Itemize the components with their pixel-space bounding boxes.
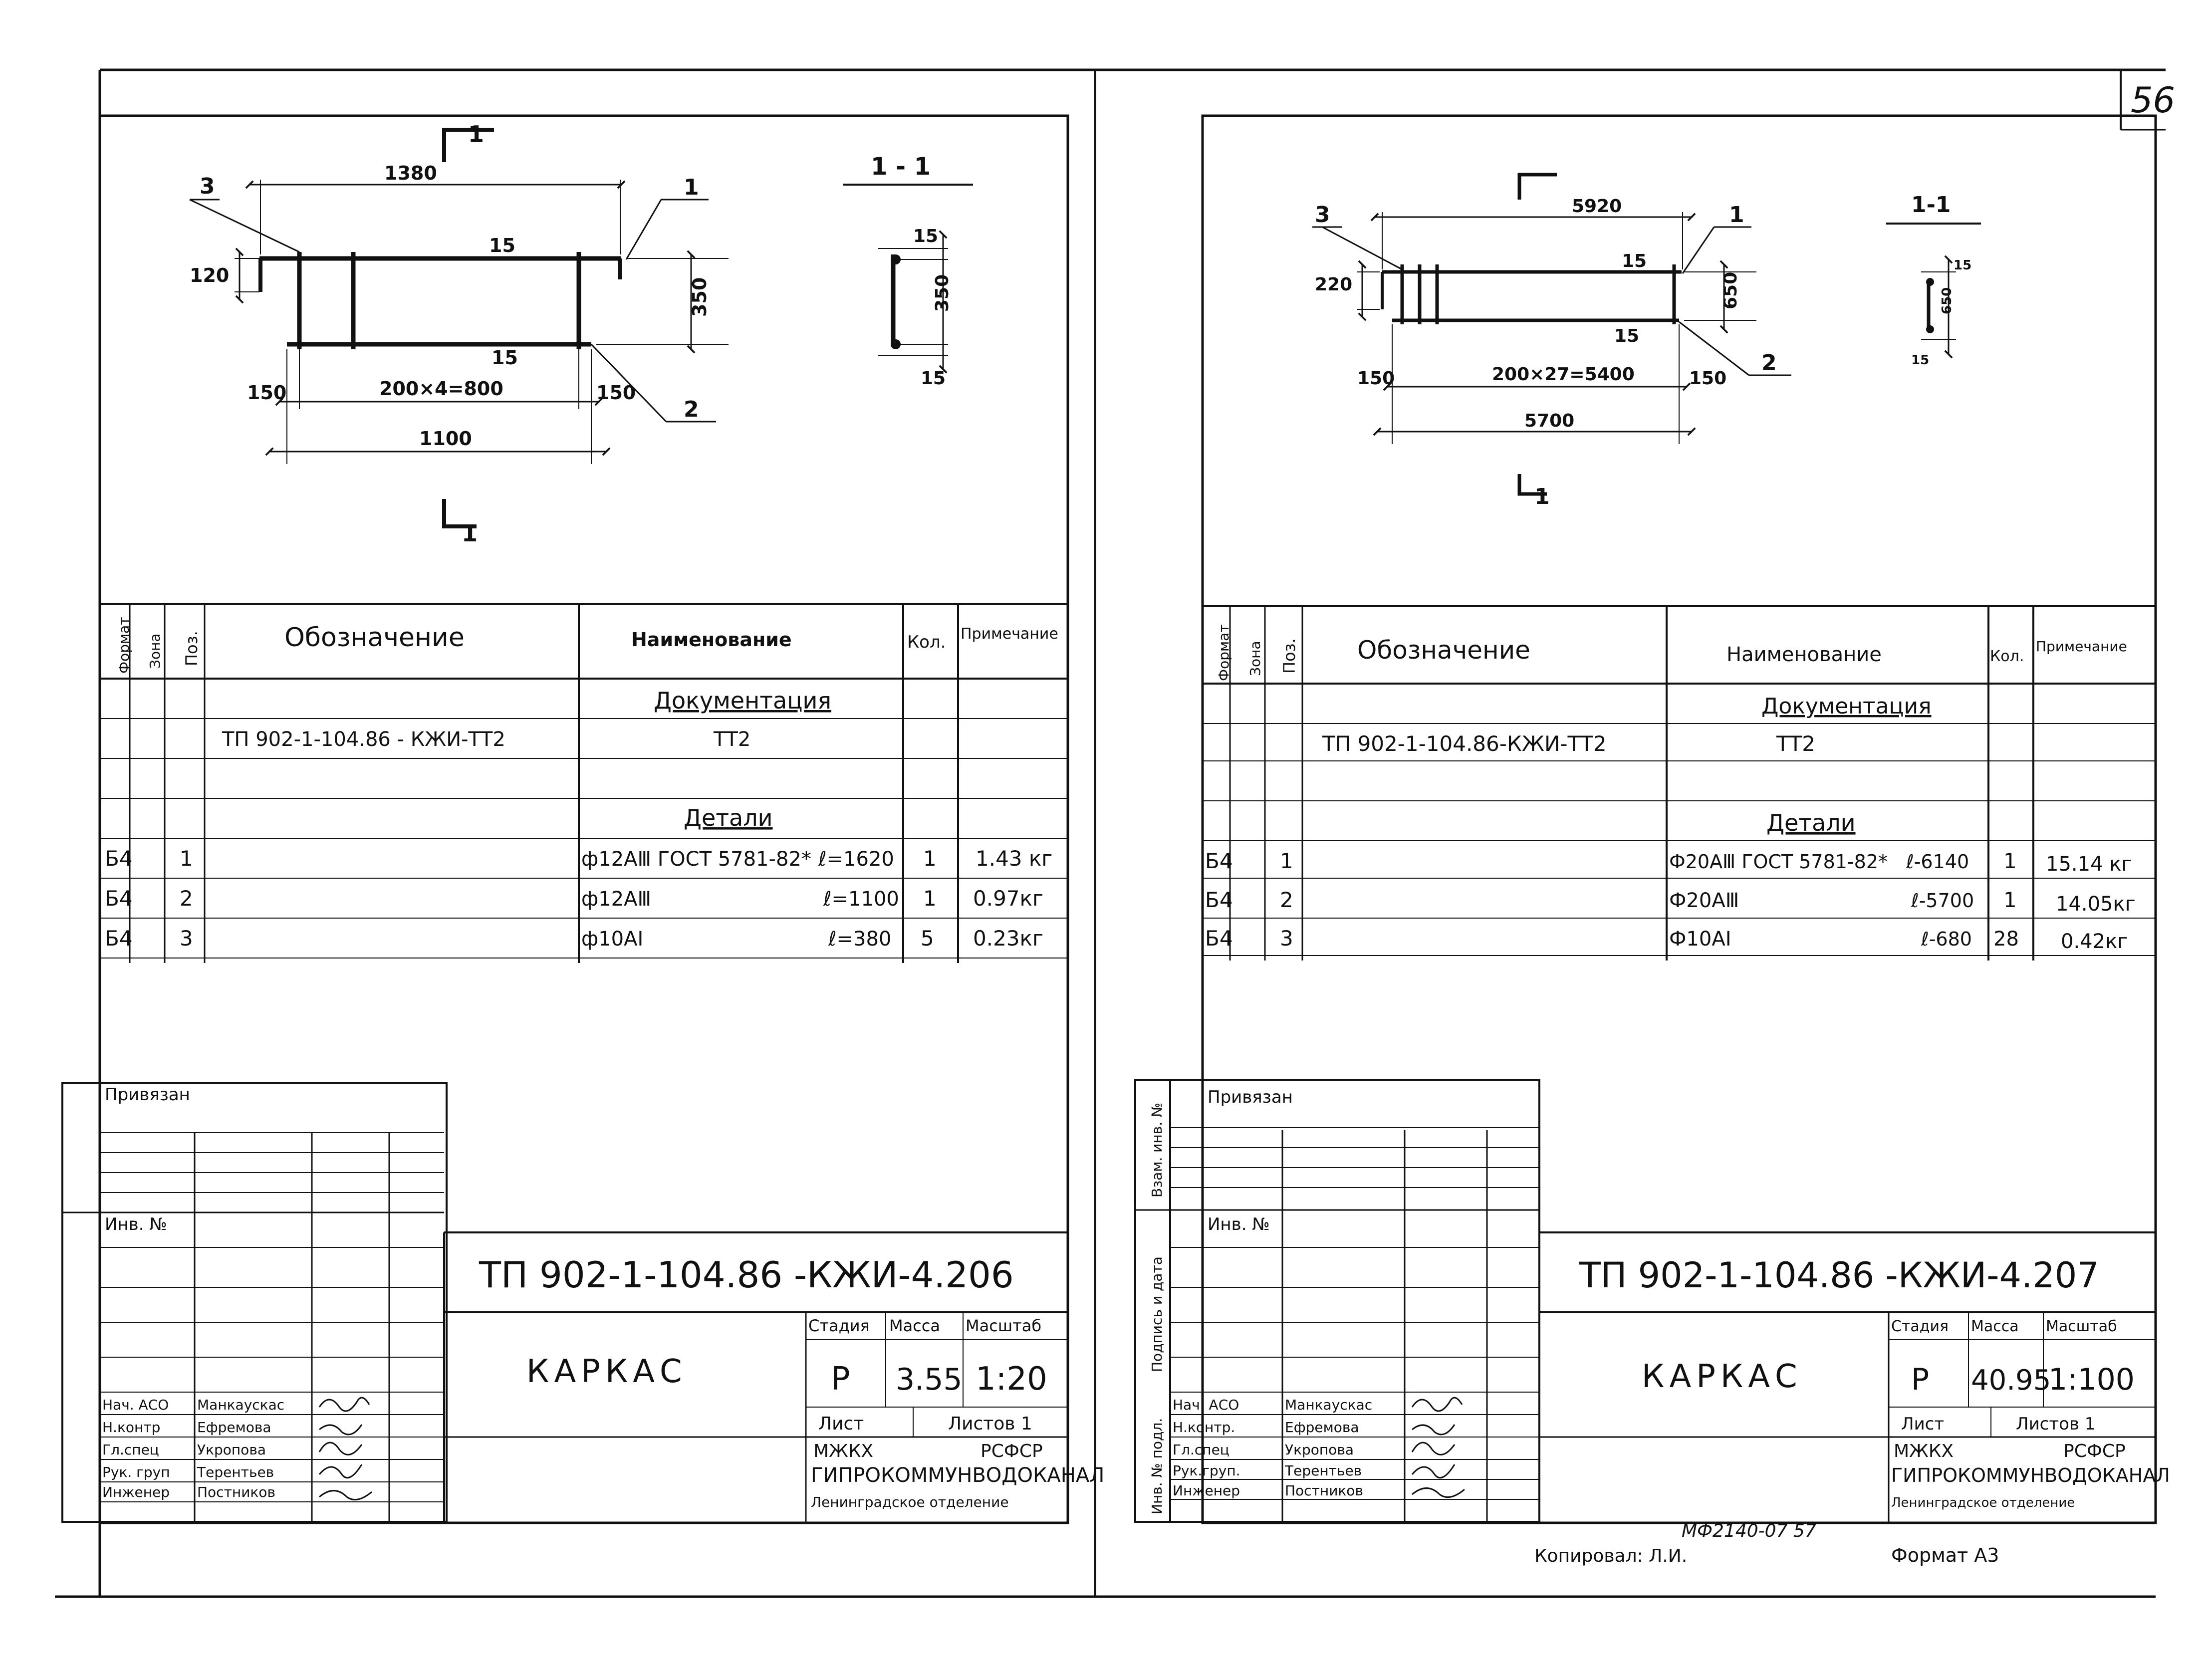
spec-section-docs: Документация [654, 687, 832, 714]
spec-header-zone: Зона [147, 633, 163, 669]
svg-text:1.43 кг: 1.43 кг [976, 846, 1053, 871]
spec-header-qty-r: Кол. [1990, 648, 2024, 665]
drawing-name: КАРКАС [526, 1353, 687, 1390]
spec-header-qty: Кол. [907, 632, 946, 652]
staff-name: Манкаускас [1285, 1397, 1373, 1413]
org-ministry: МЖКХ [813, 1441, 874, 1461]
svg-text:Ф10АⅠ: Ф10АⅠ [1669, 928, 1731, 951]
svg-text:Б4: Б4 [1205, 888, 1233, 912]
sheet-label-r: Лист [1901, 1414, 1945, 1434]
svg-text:1: 1 [1280, 849, 1293, 873]
svg-text:2: 2 [1280, 888, 1293, 912]
org-republic: РСФСР [981, 1441, 1043, 1461]
staff-role: Гл.спец [102, 1441, 159, 1458]
dim-height-r: 650 [1720, 271, 1741, 309]
staff-role: Нач. АСО [102, 1397, 169, 1413]
svg-text:ℓ=1100: ℓ=1100 [823, 888, 899, 911]
dim-height: 350 [689, 277, 711, 317]
staff-role: Нач. АСО [1173, 1397, 1239, 1413]
spec-header-note-r: Примечание [2036, 638, 2127, 655]
staff-role: Инженер [102, 1484, 170, 1500]
privyazan-label: Привязан [105, 1085, 190, 1105]
sheet-label: Лист [818, 1414, 864, 1434]
svg-text:1: 1 [923, 886, 937, 911]
staff-name: Постников [1285, 1482, 1363, 1499]
staff-role: Инженер [1173, 1482, 1240, 1499]
svg-text:5: 5 [921, 926, 934, 951]
dim-left-edge-r: 150 [1357, 368, 1395, 389]
svg-text:ℓ-680: ℓ-680 [1921, 928, 1972, 950]
svg-text:ℓ-5700: ℓ-5700 [1911, 890, 1974, 912]
dim-length-r: 5700 [1524, 411, 1575, 431]
section-title-right: 1-1 [1911, 192, 1951, 218]
signature-marks [319, 1398, 372, 1500]
org-ministry-r: МЖКХ [1894, 1441, 1954, 1461]
stage-label: Стадия [808, 1316, 870, 1335]
svg-text:ф12АⅢ: ф12АⅢ [581, 888, 652, 911]
org-republic-r: РСФСР [2063, 1441, 2126, 1461]
privyazan-label-r: Привязан [1208, 1087, 1293, 1107]
inv-no-label-r: Инв. № [1208, 1214, 1270, 1234]
section-view-right [1886, 224, 1981, 354]
staff-role: Гл.спец [1173, 1441, 1229, 1458]
staff-role: Рук.груп. [1173, 1462, 1240, 1479]
dim-hook-r: 220 [1315, 274, 1353, 295]
org-institute-r: ГИПРОКОММУНВОДОКАНАЛ [1891, 1464, 2170, 1486]
dim-cover-top-r: 15 [1622, 251, 1647, 271]
drawing-name-r: КАРКАС [1642, 1358, 1802, 1395]
sec-dim-top: 15 [913, 226, 939, 246]
svg-text:1: 1 [180, 846, 193, 871]
svg-text:Б4: Б4 [105, 846, 133, 871]
svg-text:ф12АⅢ ГОСТ 5781-82*: ф12АⅢ ГОСТ 5781-82* [581, 848, 811, 871]
section-mark-top: 1 [468, 121, 485, 148]
pos-mark-3: 3 [200, 174, 215, 199]
signature-marks-r [1412, 1398, 1465, 1497]
svg-text:Ф20АⅢ ГОСТ 5781-82*: Ф20АⅢ ГОСТ 5781-82* [1669, 851, 1888, 873]
spec-header-note: Примечание [961, 625, 1058, 643]
svg-text:Б4: Б4 [1205, 849, 1233, 873]
drawing-code: ТП 902-1-104.86 -КЖИ-4.206 [479, 1254, 1014, 1296]
svg-text:15.14 кг: 15.14 кг [2046, 853, 2132, 876]
spec-row [1205, 849, 2132, 876]
dim-cover-top: 15 [489, 235, 515, 256]
dim-cover-bottom-r: 15 [1614, 326, 1640, 346]
dim-left-edge: 150 [247, 382, 287, 404]
svg-text:28: 28 [1993, 928, 2019, 951]
drawing-right [1312, 175, 1791, 494]
dim-spacing-r: 200×27=5400 [1492, 364, 1635, 385]
pos-mark-2-r: 2 [1761, 350, 1777, 376]
staff-list-r [1173, 1397, 1372, 1499]
spec-header-designation: Обозначение [284, 623, 465, 653]
drawing-code-r: ТП 902-1-104.86 -КЖИ-4.207 [1579, 1255, 2099, 1296]
spec-header-pos: Поз. [182, 631, 201, 666]
mass-value-r: 40.95 [1971, 1364, 2051, 1397]
side-label-vzam: Взам. инв. № [1149, 1102, 1165, 1198]
org-institute: ГИПРОКОММУНВОДОКАНАЛ [811, 1464, 1105, 1487]
section-mark-bottom-r: 1 [1534, 484, 1550, 509]
sec-dim-height-r: 650 [1940, 287, 1955, 314]
pos-mark-2: 2 [684, 397, 699, 422]
svg-text:ℓ=380: ℓ=380 [828, 928, 892, 951]
dim-overall-r: 5920 [1572, 196, 1622, 217]
svg-text:ℓ=1620: ℓ=1620 [818, 848, 894, 871]
staff-name: Манкаускас [197, 1397, 285, 1413]
side-label-podpis: Подпись и дата [1149, 1256, 1165, 1372]
spec-header-format: Формат [116, 617, 132, 674]
dim-right-edge-r: 150 [1689, 368, 1727, 389]
spec-section-parts: Детали [684, 804, 773, 831]
svg-text:2: 2 [180, 886, 193, 911]
svg-text:Б4: Б4 [105, 926, 133, 951]
svg-text:0.23кг: 0.23кг [973, 926, 1043, 951]
dim-spacing: 200×4=800 [379, 378, 503, 400]
svg-text:0.42кг: 0.42кг [2061, 930, 2128, 953]
staff-role: Рук. груп [102, 1464, 170, 1480]
staff-name: Ефремова [1285, 1419, 1359, 1436]
mass-label: Масса [889, 1316, 941, 1335]
spec-doc-designation: ТП 902-1-104.86 - КЖИ-ТТ2 [222, 728, 505, 751]
spec-section-docs-r: Документация [1761, 694, 1932, 719]
spec-row [1205, 888, 2136, 916]
svg-text:3: 3 [180, 926, 193, 951]
spec-header-zone-r: Зона [1247, 641, 1263, 676]
dim-overall: 1380 [384, 162, 437, 184]
scale-label: Масштаб [966, 1316, 1042, 1335]
spec-doc-name: ТТ2 [714, 728, 751, 751]
scale-value: 1:20 [976, 1361, 1047, 1398]
section-view-left [843, 185, 973, 369]
dim-length: 1100 [419, 428, 472, 450]
sec-dim-bottom-r: 15 [1911, 353, 1930, 368]
sec-dim-bottom: 15 [921, 368, 946, 389]
stage-value: Р [831, 1361, 850, 1398]
drawing-left [190, 130, 729, 526]
dim-hook: 120 [190, 264, 230, 286]
staff-name: Укропова [197, 1441, 266, 1458]
staff-name: Терентьев [197, 1464, 274, 1480]
stage-label-r: Стадия [1891, 1318, 1949, 1335]
pos-mark-1: 1 [684, 175, 699, 200]
svg-text:Б4: Б4 [105, 886, 133, 911]
staff-name: Укропова [1285, 1441, 1354, 1458]
svg-text:ℓ-6140: ℓ-6140 [1906, 851, 1969, 873]
section-mark-bottom: 1 [462, 520, 478, 547]
sheets-label-r: Листов 1 [2016, 1414, 2096, 1434]
spec-header-designation-r: Обозначение [1357, 636, 1530, 665]
mass-label-r: Масса [1971, 1318, 2019, 1335]
spec-section-parts-r: Детали [1766, 809, 1856, 836]
staff-name: Постников [197, 1484, 275, 1500]
spec-header-pos-r: Поз. [1280, 638, 1299, 674]
copied-by: Копировал: Л.И. [1534, 1546, 1688, 1566]
stage-value-r: Р [1911, 1362, 1930, 1397]
section-title-left: 1 - 1 [871, 153, 931, 181]
drawing-right-labels [1315, 196, 1777, 509]
mass-value: 3.55 [896, 1362, 963, 1397]
svg-text:14.05кг: 14.05кг [2056, 893, 2136, 916]
dim-cover-bottom: 15 [491, 347, 518, 369]
svg-text:1: 1 [923, 846, 937, 871]
svg-text:1: 1 [2003, 849, 2017, 873]
staff-list [102, 1397, 284, 1500]
svg-text:3: 3 [1280, 926, 1293, 951]
staff-role: Н.контр [102, 1419, 161, 1436]
format-label: Формат А3 [1891, 1544, 1999, 1566]
svg-text:1: 1 [2003, 888, 2017, 912]
staff-name: Ефремова [197, 1419, 271, 1436]
spec-header-name: Наименование [631, 629, 792, 651]
svg-text:Ф20АⅢ: Ф20АⅢ [1669, 889, 1739, 912]
sheets-label: Листов 1 [948, 1414, 1032, 1434]
dim-right-edge: 150 [596, 382, 636, 404]
sec-dim-top-r: 15 [1954, 258, 1972, 273]
side-label-inv-podl: Инв. № подл. [1149, 1418, 1165, 1514]
svg-text:0.97кг: 0.97кг [973, 886, 1043, 911]
sec-dim-height: 350 [932, 274, 953, 312]
pos-mark-3-r: 3 [1315, 202, 1330, 228]
scale-label-r: Масштаб [2046, 1318, 2117, 1335]
scale-value-r: 1:100 [2048, 1362, 2135, 1397]
doc-number: МФ2140-07 57 [1682, 1521, 1816, 1541]
svg-text:ф10АⅠ: ф10АⅠ [581, 928, 644, 951]
org-branch: Ленинградское отделение [811, 1494, 1009, 1510]
svg-text:Б4: Б4 [1205, 926, 1233, 951]
pos-mark-1-r: 1 [1729, 202, 1744, 228]
spec-doc-designation-r: ТП 902-1-104.86-КЖИ-ТТ2 [1322, 731, 1607, 756]
staff-role: Н.контр. [1173, 1419, 1235, 1436]
spec-header-format-r: Формат [1216, 624, 1232, 681]
inv-no-label: Инв. № [105, 1214, 167, 1234]
page-number: 56 [2131, 80, 2176, 121]
org-branch-r: Ленинградское отделение [1891, 1495, 2075, 1510]
staff-name: Терентьев [1285, 1462, 1362, 1479]
spec-doc-name-r: ТТ2 [1776, 731, 1816, 756]
spec-header-name-r: Наименование [1726, 643, 1882, 666]
